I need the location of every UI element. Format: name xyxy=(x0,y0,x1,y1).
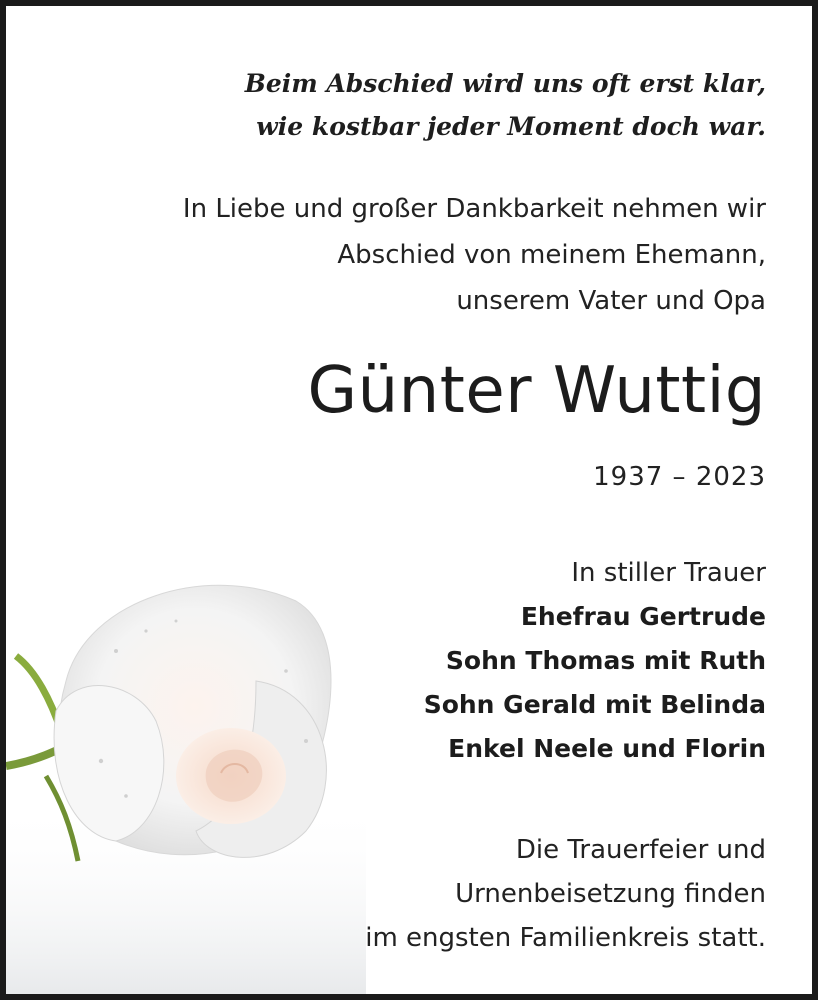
mourner-name: Sohn Gerald mit Belinda xyxy=(423,690,766,719)
intro-text xyxy=(46,186,766,324)
mourner-name: Ehefrau Gertrude xyxy=(520,602,766,631)
verse-line: Beim Abschied wird uns oft erst klar, xyxy=(244,69,766,98)
intro-line: unserem Vater und Opa xyxy=(456,286,766,316)
life-years: 1937 – 2023 xyxy=(593,462,766,492)
funeral-notice xyxy=(46,828,766,960)
notice-line: im engsten Familienkreis statt. xyxy=(365,923,766,953)
notice-line: Die Trauerfeier und xyxy=(515,835,766,865)
notice-line: Urnenbeisetzung finden xyxy=(455,879,766,909)
deceased-name: Günter Wuttig xyxy=(307,354,766,428)
mourners-lead: In stiller Trauer xyxy=(571,558,766,588)
intro-line: Abschied von meinem Ehemann, xyxy=(337,240,766,270)
mourners xyxy=(46,551,766,771)
mourner-name: Sohn Thomas mit Ruth xyxy=(445,646,766,675)
verse xyxy=(46,62,766,148)
intro-line: In Liebe und großer Dankbarkeit nehmen wir xyxy=(182,194,766,224)
verse-line: wie kostbar jeder Moment doch war. xyxy=(256,112,766,141)
mourner-name: Enkel Neele und Florin xyxy=(448,734,766,763)
